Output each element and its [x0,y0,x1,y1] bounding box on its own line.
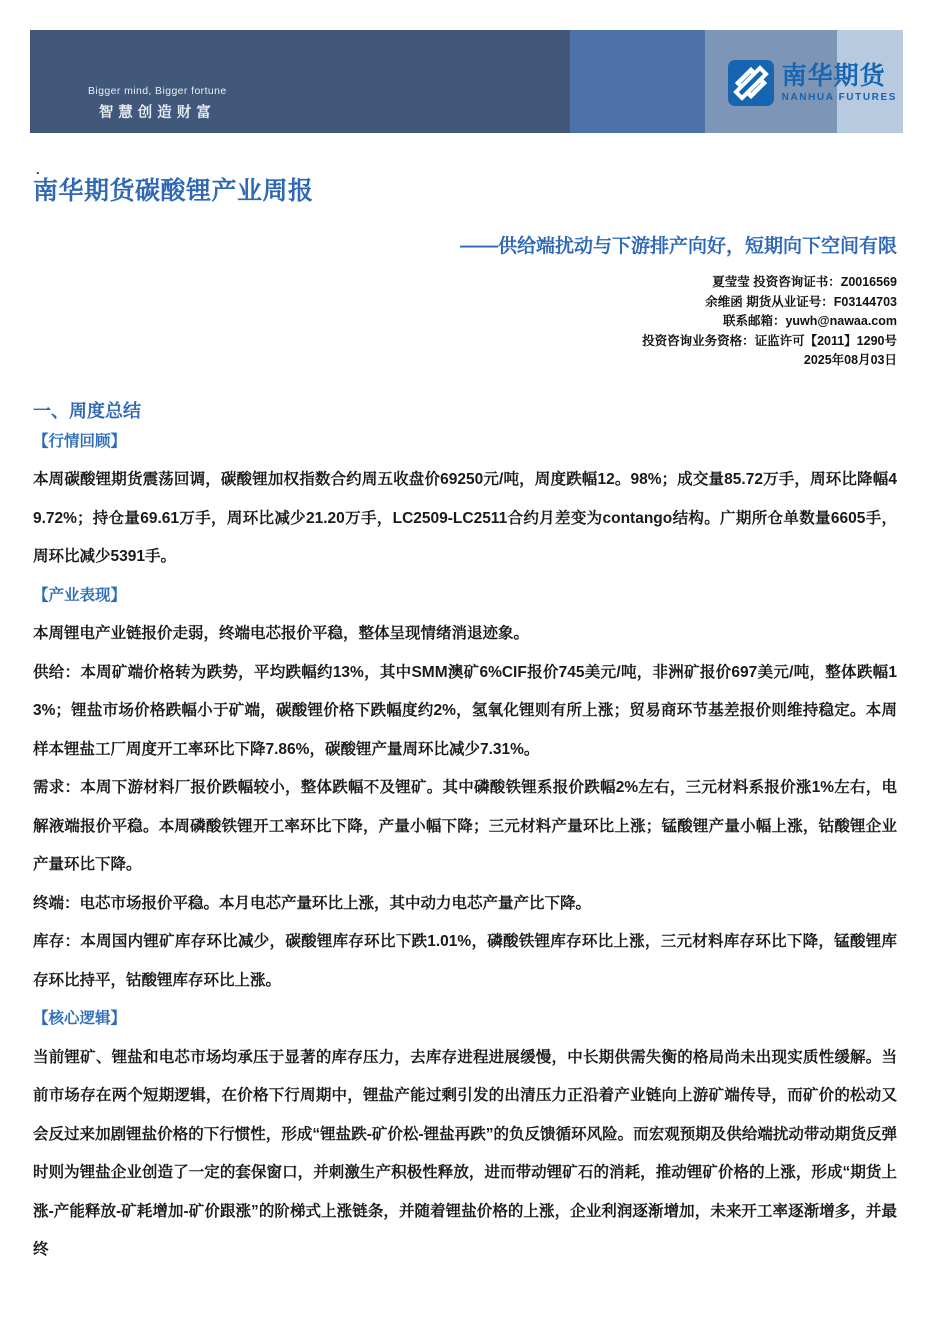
report-title: 南华期货碳酸锂产业周报 [33,177,314,205]
logo-english-name: NANHUA FUTURES [781,91,897,103]
stray-period-mark: . [36,162,40,177]
subhead-market-review: 【行情回顾】 [33,432,127,450]
report-subtitle: ——供给端扰动与下游排产向好，短期向下空间有限 [459,236,897,257]
paragraph-demand: 需求：本周下游材料厂报价跌幅较小，整体跌幅不及锂矿。其中磷酸铁锂系报价跌幅2%左右，三元材料系报价涨1%左右，电解液端报价平稳。本周磷酸铁锂开工率环比下降，产量小幅下降；三元材料产量环比上涨；锰酸锂产量小幅上涨，钴酸锂企业产量环比下降。 [33,779,897,873]
paragraph-terminal: 终端：电芯市场报价平稳。本月电芯产量环比上涨，其中动力电芯产量产比下降。 [33,894,592,912]
logo-chinese-name: 南华期货 [781,62,886,91]
author-line: 夏莹莹 投资咨询证书：Z0016569 [712,275,897,289]
section-heading-weekly-summary: 一、周度总结 [33,400,141,421]
paragraph-industry-overview: 本周锂电产业链报价走弱，终端电芯报价平稳，整体呈现情绪消退迹象。 [33,625,530,642]
paragraph-core-logic: 当前锂矿、锂盐和电芯市场均承压于显著的库存压力，去库存进程进展缓慢，中长期供需失衡的格局尚未出现实质性缓解。当前市场存在两个短期逻辑，在价格下行周期中，锂盐产能过剩引发的出清压力正沿着产业链向上游矿端传导，而矿价的松动又会反过来加剧锂盐价格的下行惯性，形成“锂盐跌-矿价松-锂盐再跌”的负反馈循环风险。而宏观预期及供给端扰动带动期货反弹时则为锂盐企业创造了一定的套保窗口，并刺激生产积极性释放，进而带动锂矿石的消耗，推动锂矿价格的上涨，形成“期货上涨-产能释放-矿耗增加-矿价跟涨”的阶梯式上涨链条，并随着锂盐价格的上涨，企业利润逐渐增加，未来开工率逐渐增多，并最终 [33,1048,897,1258]
author-line: 余维函 期货从业证号：F03144703 [705,294,897,309]
subhead-core-logic: 【核心逻辑】 [33,1010,127,1027]
banner-navy-band [30,30,570,133]
slogan-english: Bigger mind, Bigger fortune [88,85,227,97]
brand-banner [30,30,903,133]
author-info-block [33,273,897,371]
report-content [0,171,930,1270]
banner-blue-band [570,30,705,133]
subhead-industry-performance: 【产业表现】 [33,586,127,604]
nanhua-logo-text [782,63,897,102]
paragraph-inventory: 库存：本周国内锂矿库存环比减少，碳酸锂库存环比下跌1.01%，磷酸铁锂库存环比上涨，三元材料库存环比下降，锰酸锂库存环比持平，钴酸锂库存环比上涨。 [33,933,897,989]
paragraph-market-review: 本周碳酸锂期货震荡回调，碳酸锂加权指数合约周五收盘价69250元/吨，周度跌幅12。98%；成交量85.72万手，周环比降幅49.72%；持仓量69.61万手，周环比减少21.20万手，LC2509-LC2511合约月差变为contango结构。广期所仓单数量6605手，周环比减少5391手。 [33,471,897,565]
qualification-line: 投资咨询业务资格：证监许可【2011】1290号 [642,333,897,348]
nanhua-logo [728,60,897,106]
report-date: 2025年08月03日 [803,353,897,367]
nanhua-diamond-icon [728,60,774,106]
paragraph-supply: 供给：本周矿端价格转为跌势，平均跌幅约13%，其中SMM澳矿6%CIF报价745美元/吨，非洲矿报价697美元/吨，整体跌幅13%；锂盐市场价格跌幅小于矿端，碳酸锂价格下跌幅度约2%，氢氧化锂则有所上涨；贸易商环节基差报价则维持稳定。本周样本锂盐工厂周度开工率环比下降7.86%，碳酸锂产量周环比减少7.31%。 [33,663,897,758]
report-page [0,30,930,1333]
slogan-chinese: 智慧创造财富 [98,105,216,121]
brand-slogan [88,85,227,122]
contact-email-line: 联系邮箱：yuwh@nawaa.com [722,314,897,328]
